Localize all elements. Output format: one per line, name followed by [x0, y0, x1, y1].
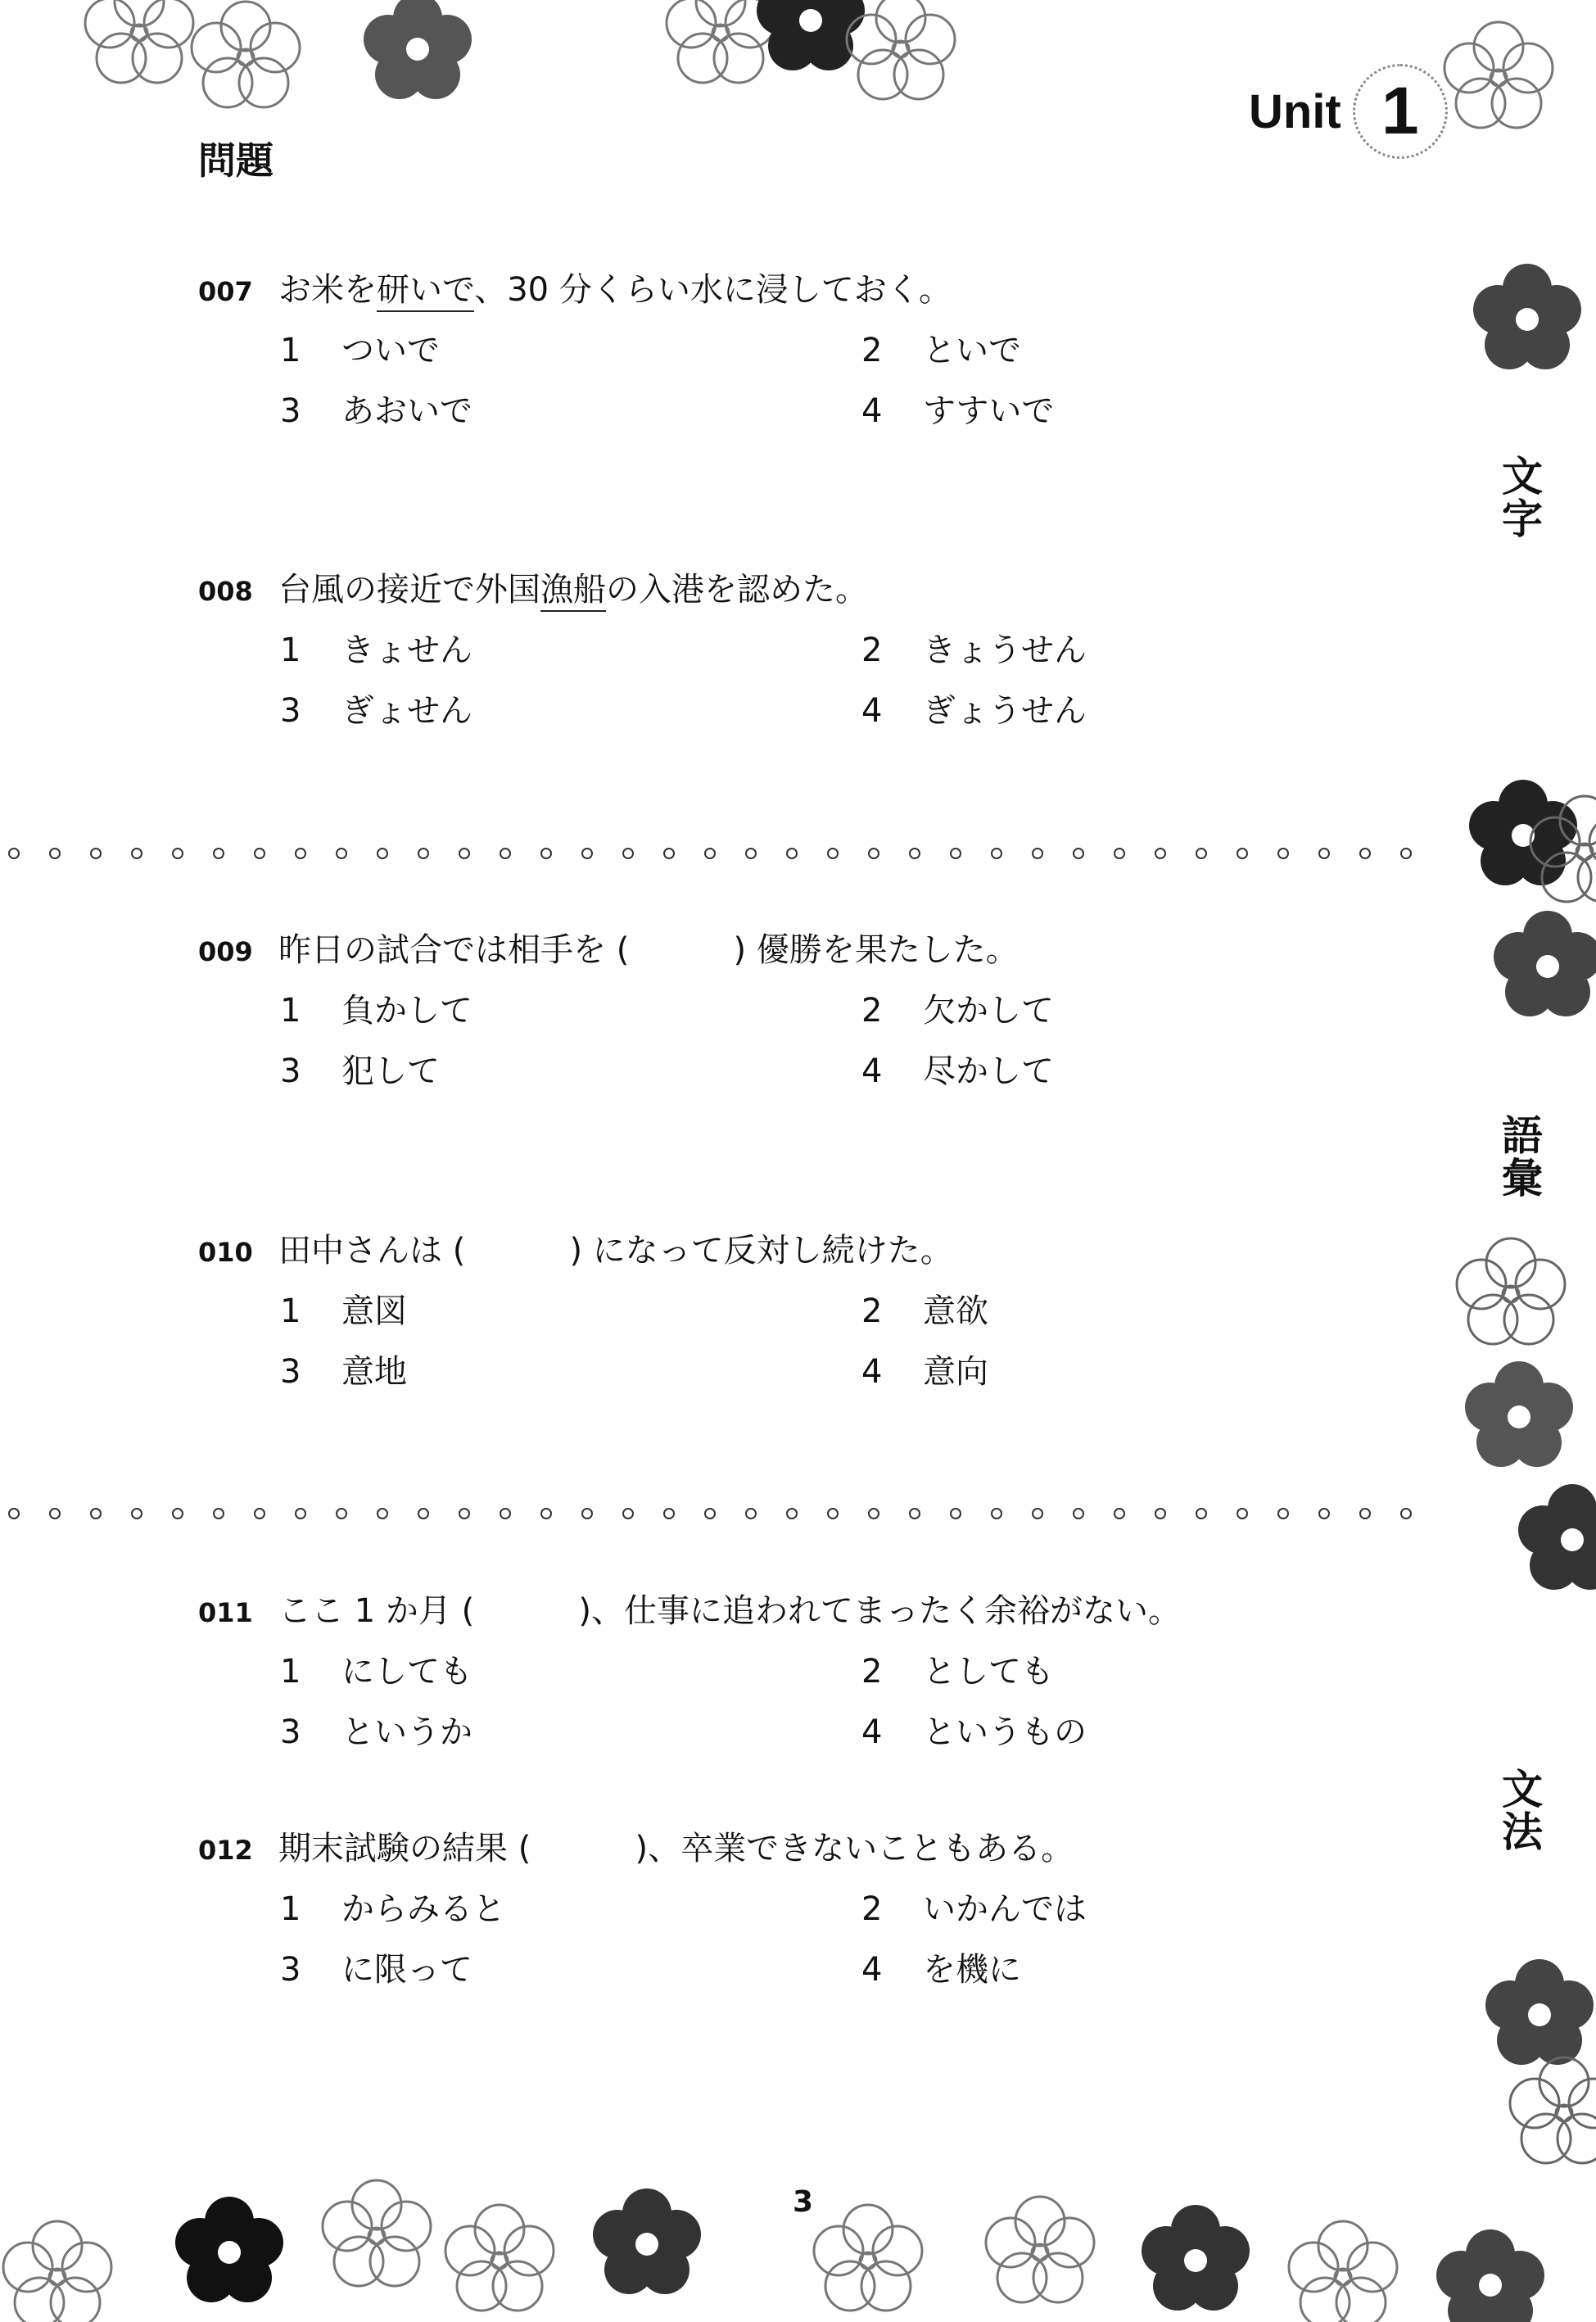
question-number: 008: [198, 576, 253, 607]
divider-dot: [213, 1508, 224, 1519]
side-tab-goi: 語彙: [1495, 1114, 1543, 1199]
answer-blank[interactable]: [474, 1592, 578, 1630]
question-stem: [198, 564, 1443, 618]
choice-option[interactable]: 1 負かして: [280, 992, 472, 1030]
divider-dot: [786, 848, 798, 859]
choice-option[interactable]: 3 あおいで: [280, 392, 472, 430]
divider-dot: [827, 1508, 839, 1519]
question-009: [198, 924, 1443, 1099]
choice-list: [278, 324, 1443, 439]
choice-list: [278, 624, 1443, 739]
divider-dot: [745, 848, 757, 859]
question-007: [198, 264, 1443, 439]
divider-dot: [745, 1508, 757, 1519]
question-text: 期末試験の結果 ( )、卒業できないこともある。: [278, 1830, 1074, 1867]
divider-dot: [295, 1508, 306, 1519]
divider-dot: [827, 848, 839, 859]
divider-dot: [1237, 1508, 1248, 1519]
divider-dot: [172, 1508, 183, 1519]
question-number: 012: [198, 1835, 253, 1866]
divider-dot: [418, 1508, 429, 1519]
choice-option[interactable]: 4 というもの: [861, 1713, 1087, 1751]
divider-dot: [1114, 1508, 1125, 1519]
question-text: お米を研いで、30 分くらい水に浸しておく。: [278, 264, 952, 310]
choice-option[interactable]: 4 ぎょうせん: [861, 692, 1087, 730]
choice-option[interactable]: 1 きょせん: [280, 631, 472, 669]
dotted-divider: [0, 1506, 1454, 1523]
unit-header: [1249, 64, 1448, 159]
question-text: 田中さんは ( ) になって反対し続けた。: [278, 1232, 953, 1270]
answer-blank[interactable]: [629, 931, 733, 969]
choice-option[interactable]: 4 意向: [861, 1353, 988, 1391]
divider-dot: [1196, 848, 1207, 859]
divider-dot: [336, 848, 347, 859]
choice-option[interactable]: 3 に限って: [280, 1951, 472, 1989]
divider-dot: [1400, 848, 1412, 859]
divider-dot: [131, 1508, 142, 1519]
choice-option[interactable]: 4 を機に: [861, 1951, 1021, 1989]
divider-dot: [1277, 1508, 1289, 1519]
divider-dot: [1073, 1508, 1084, 1519]
divider-dot: [49, 848, 61, 859]
divider-dot: [49, 1508, 61, 1519]
question-stem: [198, 1822, 1443, 1876]
question-number: 007: [198, 276, 253, 307]
divider-dot: [581, 1508, 593, 1519]
question-text: 台風の接近で外国漁船の入港を認めた。: [278, 564, 868, 610]
divider-dot: [8, 848, 20, 859]
choice-option[interactable]: 2 といで: [861, 332, 1021, 369]
divider-dot: [868, 848, 879, 859]
choice-list: [278, 1285, 1443, 1400]
underlined-word: 研いで: [377, 271, 474, 312]
underlined-word: 漁船: [540, 571, 606, 612]
divider-dot: [663, 848, 675, 859]
choice-option[interactable]: 1 意図: [280, 1292, 407, 1330]
side-tab-moji: 文字: [1495, 455, 1543, 540]
divider-dot: [991, 848, 1002, 859]
choice-option[interactable]: 4 尽かして: [861, 1052, 1054, 1090]
divider-dot: [868, 1508, 879, 1519]
choice-option[interactable]: 4 すすいで: [861, 392, 1055, 430]
divider-dot: [909, 848, 920, 859]
divider-dot: [1073, 848, 1084, 859]
divider-dot: [336, 1508, 347, 1519]
divider-dot: [540, 1508, 552, 1519]
divider-dot: [1237, 848, 1248, 859]
divider-dot: [1318, 1508, 1330, 1519]
divider-dot: [991, 1508, 1002, 1519]
choice-list: [278, 984, 1443, 1099]
choice-option[interactable]: 1 からみると: [280, 1890, 505, 1928]
answer-blank[interactable]: [465, 1232, 569, 1270]
dotted-divider: [0, 846, 1454, 862]
answer-blank[interactable]: [531, 1830, 635, 1867]
divider-dot: [663, 1508, 675, 1519]
divider-dot: [459, 1508, 470, 1519]
divider-dot: [1359, 1508, 1371, 1519]
divider-dot: [1318, 848, 1330, 859]
divider-dot: [295, 848, 306, 859]
divider-dot: [1400, 1508, 1412, 1519]
question-012: [198, 1822, 1443, 1998]
section-title: 問題: [198, 138, 274, 183]
divider-dot: [131, 848, 142, 859]
choice-option[interactable]: 2 意欲: [861, 1292, 988, 1330]
divider-dot: [786, 1508, 798, 1519]
question-text: ここ 1 か月 ( )、仕事に追われてまったく余裕がない。: [278, 1592, 1181, 1630]
divider-dot: [622, 1508, 634, 1519]
divider-dot: [1114, 848, 1125, 859]
choice-option[interactable]: 3 ぎょせん: [280, 692, 472, 730]
question-number: 010: [198, 1237, 253, 1268]
divider-dot: [418, 848, 429, 859]
question-011: [198, 1585, 1443, 1760]
choice-option[interactable]: 2 としても: [861, 1653, 1054, 1691]
divider-dot: [254, 848, 265, 859]
divider-dot: [1032, 848, 1043, 859]
divider-dot: [1196, 1508, 1207, 1519]
question-010: [198, 1224, 1443, 1400]
divider-dot: [704, 848, 716, 859]
divider-dot: [213, 848, 224, 859]
divider-dot: [950, 1508, 961, 1519]
choice-option[interactable]: 3 犯して: [280, 1052, 440, 1090]
divider-dot: [254, 1508, 265, 1519]
question-stem: [198, 264, 1443, 318]
choice-option[interactable]: 2 欠かして: [861, 992, 1054, 1030]
divider-dot: [459, 848, 470, 859]
question-stem: [198, 924, 1443, 978]
question-number: 011: [198, 1597, 253, 1628]
divider-dot: [1155, 1508, 1166, 1519]
choice-option[interactable]: 3 というか: [280, 1713, 472, 1751]
divider-dot: [950, 848, 961, 859]
divider-dot: [500, 1508, 511, 1519]
divider-dot: [909, 1508, 920, 1519]
divider-dot: [1155, 848, 1166, 859]
divider-dot: [1032, 1508, 1043, 1519]
choice-option[interactable]: 3 意地: [280, 1353, 407, 1391]
divider-dot: [581, 848, 593, 859]
choice-list: [278, 1645, 1443, 1760]
side-tab-bunpou: 文法: [1495, 1768, 1543, 1853]
choice-option[interactable]: 1 ついで: [280, 332, 440, 369]
divider-dot: [1277, 848, 1289, 859]
question-text: 昨日の試合では相手を ( ) 優勝を果たした。: [278, 931, 1019, 969]
choice-option[interactable]: 2 いかんでは: [861, 1890, 1087, 1928]
question-stem: [198, 1585, 1443, 1639]
divider-dot: [540, 848, 552, 859]
question-stem: [198, 1224, 1443, 1279]
divider-dot: [172, 848, 183, 859]
divider-dot: [8, 1508, 20, 1519]
divider-dot: [377, 848, 388, 859]
choice-list: [278, 1883, 1443, 1998]
question-008: [198, 564, 1443, 739]
divider-dot: [90, 1508, 102, 1519]
divider-dot: [622, 848, 634, 859]
divider-dot: [1359, 848, 1371, 859]
unit-label: Unit: [1249, 84, 1341, 138]
divider-dot: [377, 1508, 388, 1519]
divider-dot: [90, 848, 102, 859]
question-number: 009: [198, 936, 253, 967]
choice-option[interactable]: 1 にしても: [280, 1653, 472, 1691]
divider-dot: [704, 1508, 716, 1519]
page-number: 3: [793, 2185, 814, 2219]
unit-number-badge: 1: [1353, 64, 1448, 159]
divider-dot: [500, 848, 511, 859]
choice-option[interactable]: 2 きょうせん: [861, 631, 1087, 669]
